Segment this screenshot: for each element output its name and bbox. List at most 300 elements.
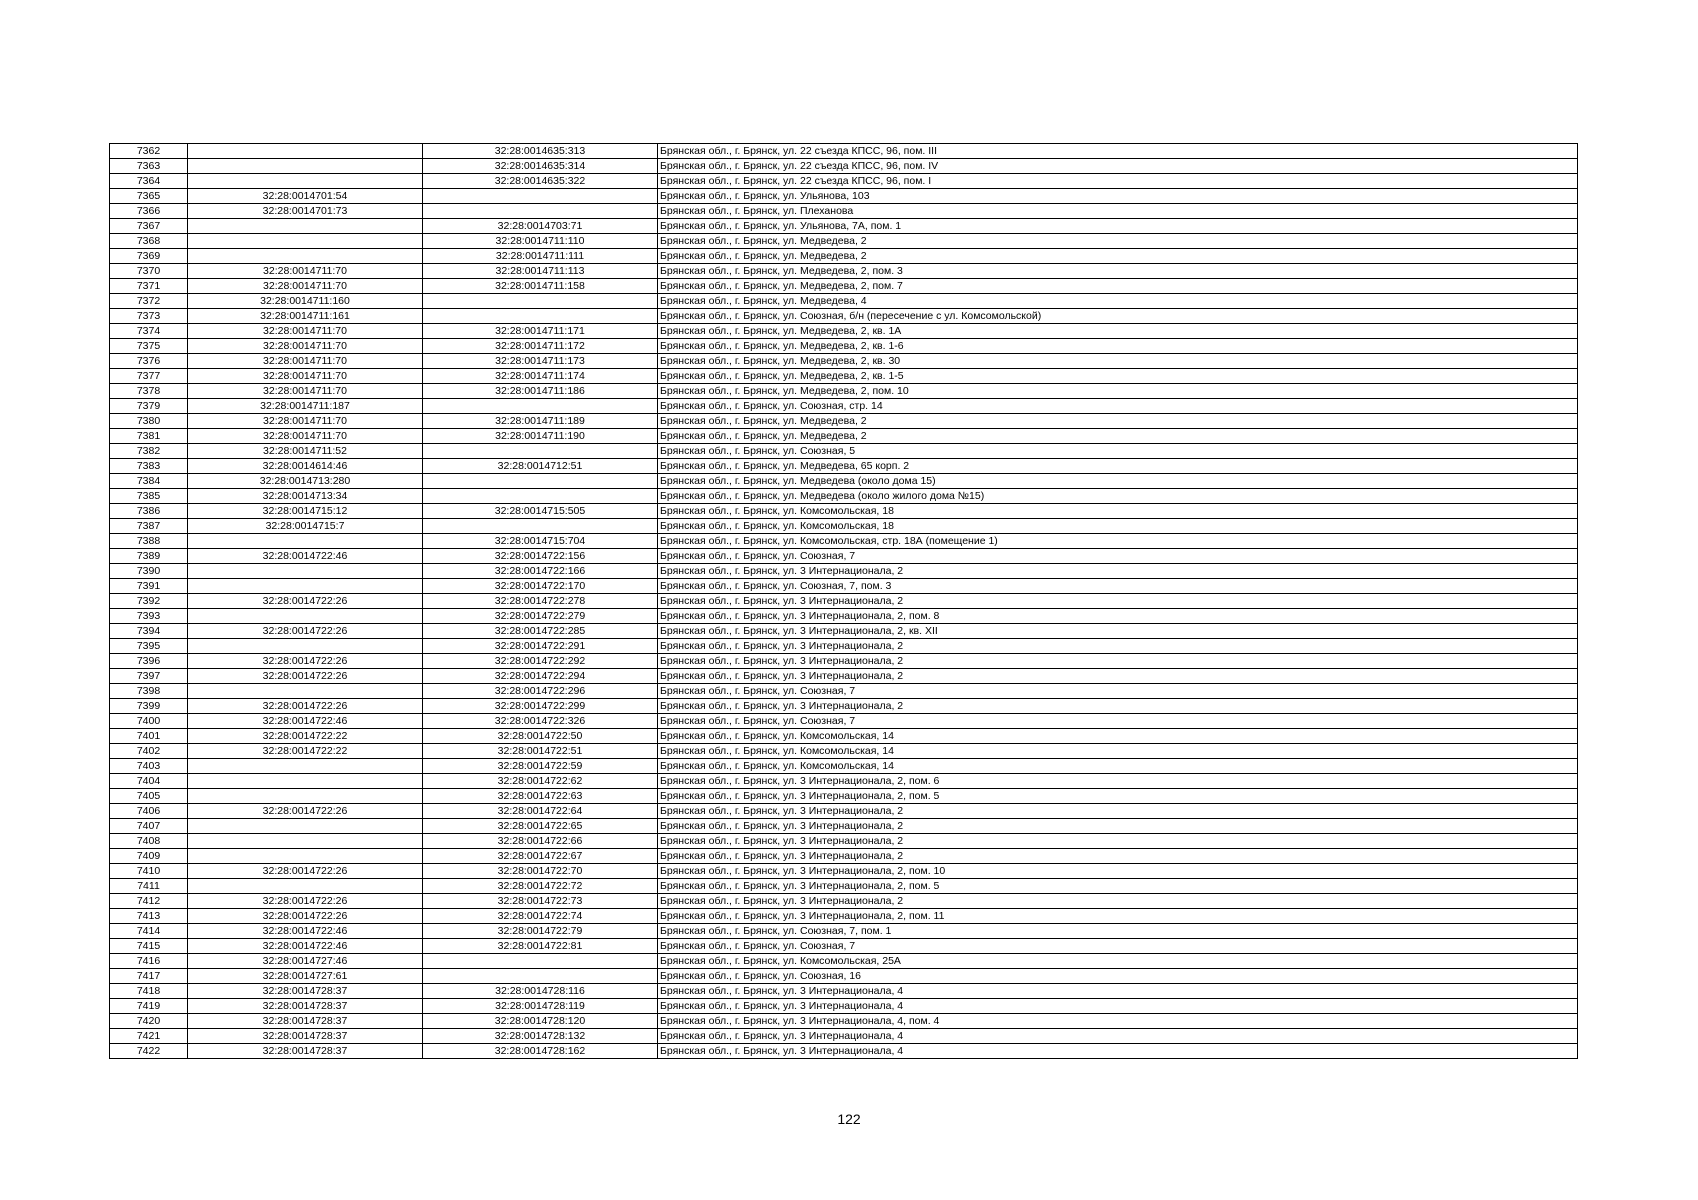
address-cell: Брянская обл., г. Брянск, ул. Медведева, 2	[658, 429, 1578, 444]
object-cadastral-number-cell: 32:28:0014722:74	[423, 909, 658, 924]
object-cadastral-number-cell: 32:28:0014711:172	[423, 339, 658, 354]
land-cadastral-number-cell: 32:28:0014713:280	[188, 474, 423, 489]
row-number-cell: 7386	[110, 504, 188, 519]
row-number-cell: 7400	[110, 714, 188, 729]
address-cell: Брянская обл., г. Брянск, ул. 3 Интернационала, 2, пом. 10	[658, 864, 1578, 879]
land-cadastral-number-cell: 32:28:0014727:61	[188, 969, 423, 984]
row-number-cell: 7392	[110, 594, 188, 609]
address-cell: Брянская обл., г. Брянск, ул. 3 Интернационала, 2	[658, 639, 1578, 654]
table-row	[110, 1044, 1578, 1059]
table-row	[110, 624, 1578, 639]
land-cadastral-number-cell: 32:28:0014722:46	[188, 549, 423, 564]
table-row	[110, 774, 1578, 789]
object-cadastral-number-cell: 32:28:0014722:59	[423, 759, 658, 774]
land-cadastral-number-cell	[188, 684, 423, 699]
table-row	[110, 219, 1578, 234]
object-cadastral-number-cell: 32:28:0014728:132	[423, 1029, 658, 1044]
table-row	[110, 474, 1578, 489]
row-number-cell: 7409	[110, 849, 188, 864]
row-number-cell: 7416	[110, 954, 188, 969]
row-number-cell: 7378	[110, 384, 188, 399]
land-cadastral-number-cell: 32:28:0014722:22	[188, 744, 423, 759]
land-cadastral-number-cell: 32:28:0014711:160	[188, 294, 423, 309]
address-cell: Брянская обл., г. Брянск, ул. 3 Интернационала, 2, пом. 8	[658, 609, 1578, 624]
object-cadastral-number-cell	[423, 189, 658, 204]
table-row	[110, 459, 1578, 474]
object-cadastral-number-cell: 32:28:0014722:170	[423, 579, 658, 594]
address-cell: Брянская обл., г. Брянск, ул. Медведева, 2	[658, 414, 1578, 429]
address-cell: Брянская обл., г. Брянск, ул. Медведева, 65 корп. 2	[658, 459, 1578, 474]
address-cell: Брянская обл., г. Брянск, ул. 3 Интернационала, 2	[658, 894, 1578, 909]
address-cell: Брянская обл., г. Брянск, ул. Медведева, 2	[658, 234, 1578, 249]
table-row	[110, 564, 1578, 579]
table-row	[110, 819, 1578, 834]
row-number-cell: 7417	[110, 969, 188, 984]
land-cadastral-number-cell	[188, 579, 423, 594]
address-cell: Брянская обл., г. Брянск, ул. Медведева (около жилого дома №15)	[658, 489, 1578, 504]
land-cadastral-number-cell: 32:28:0014722:26	[188, 909, 423, 924]
object-cadastral-number-cell: 32:28:0014722:51	[423, 744, 658, 759]
address-cell: Брянская обл., г. Брянск, ул. 3 Интернационала, 2, пом. 11	[658, 909, 1578, 924]
land-cadastral-number-cell: 32:28:0014711:161	[188, 309, 423, 324]
address-cell: Брянская обл., г. Брянск, ул. 3 Интернационала, 4	[658, 999, 1578, 1014]
address-cell: Брянская обл., г. Брянск, ул. Медведева (около дома 15)	[658, 474, 1578, 489]
object-cadastral-number-cell	[423, 969, 658, 984]
object-cadastral-number-cell: 32:28:0014722:292	[423, 654, 658, 669]
table-row	[110, 369, 1578, 384]
object-cadastral-number-cell: 32:28:0014722:278	[423, 594, 658, 609]
address-cell: Брянская обл., г. Брянск, ул. Медведева, 2, кв. 1-6	[658, 339, 1578, 354]
row-number-cell: 7408	[110, 834, 188, 849]
object-cadastral-number-cell: 32:28:0014728:162	[423, 1044, 658, 1059]
object-cadastral-number-cell: 32:28:0014722:67	[423, 849, 658, 864]
address-cell: Брянская обл., г. Брянск, ул. Союзная, 7	[658, 714, 1578, 729]
object-cadastral-number-cell: 32:28:0014722:66	[423, 834, 658, 849]
row-number-cell: 7362	[110, 144, 188, 159]
object-cadastral-number-cell: 32:28:0014711:190	[423, 429, 658, 444]
row-number-cell: 7389	[110, 549, 188, 564]
object-cadastral-number-cell: 32:28:0014722:279	[423, 609, 658, 624]
object-cadastral-number-cell: 32:28:0014703:71	[423, 219, 658, 234]
row-number-cell: 7377	[110, 369, 188, 384]
land-cadastral-number-cell: 32:28:0014722:26	[188, 624, 423, 639]
table-body	[110, 144, 1578, 1059]
row-number-cell: 7422	[110, 1044, 188, 1059]
row-number-cell: 7401	[110, 729, 188, 744]
row-number-cell: 7375	[110, 339, 188, 354]
row-number-cell: 7369	[110, 249, 188, 264]
table-row	[110, 234, 1578, 249]
object-cadastral-number-cell: 32:28:0014711:171	[423, 324, 658, 339]
address-cell: Брянская обл., г. Брянск, ул. 22 съезда КПСС, 96, пом. I	[658, 174, 1578, 189]
land-cadastral-number-cell: 32:28:0014727:46	[188, 954, 423, 969]
row-number-cell: 7365	[110, 189, 188, 204]
table-row	[110, 519, 1578, 534]
address-cell: Брянская обл., г. Брянск, ул. 3 Интернационала, 2	[658, 669, 1578, 684]
address-cell: Брянская обл., г. Брянск, ул. Комсомольская, 14	[658, 759, 1578, 774]
table-row	[110, 294, 1578, 309]
table-row	[110, 354, 1578, 369]
object-cadastral-number-cell	[423, 294, 658, 309]
address-cell: Брянская обл., г. Брянск, ул. Союзная, 7	[658, 939, 1578, 954]
object-cadastral-number-cell: 32:28:0014711:158	[423, 279, 658, 294]
object-cadastral-number-cell: 32:28:0014728:116	[423, 984, 658, 999]
land-cadastral-number-cell	[188, 234, 423, 249]
land-cadastral-number-cell: 32:28:0014711:70	[188, 324, 423, 339]
row-number-cell: 7380	[110, 414, 188, 429]
table-row	[110, 144, 1578, 159]
row-number-cell: 7387	[110, 519, 188, 534]
row-number-cell: 7363	[110, 159, 188, 174]
object-cadastral-number-cell: 32:28:0014711:113	[423, 264, 658, 279]
address-cell: Брянская обл., г. Брянск, ул. 3 Интернационала, 2, пом. 5	[658, 789, 1578, 804]
row-number-cell: 7381	[110, 429, 188, 444]
address-cell: Брянская обл., г. Брянск, ул. Медведева, 2, кв. 1-5	[658, 369, 1578, 384]
land-cadastral-number-cell: 32:28:0014728:37	[188, 1044, 423, 1059]
row-number-cell: 7407	[110, 819, 188, 834]
row-number-cell: 7383	[110, 459, 188, 474]
table-row	[110, 789, 1578, 804]
land-cadastral-number-cell: 32:28:0014722:26	[188, 864, 423, 879]
row-number-cell: 7405	[110, 789, 188, 804]
address-cell: Брянская обл., г. Брянск, ул. Союзная, б/н (пересечение с ул. Комсомольской)	[658, 309, 1578, 324]
address-cell: Брянская обл., г. Брянск, ул. Ульянова, 7А, пом. 1	[658, 219, 1578, 234]
row-number-cell: 7419	[110, 999, 188, 1014]
land-cadastral-number-cell: 32:28:0014722:46	[188, 714, 423, 729]
object-cadastral-number-cell	[423, 474, 658, 489]
table-row	[110, 999, 1578, 1014]
table-row	[110, 1029, 1578, 1044]
address-cell: Брянская обл., г. Брянск, ул. 3 Интернационала, 2	[658, 594, 1578, 609]
land-cadastral-number-cell: 32:28:0014715:7	[188, 519, 423, 534]
row-number-cell: 7370	[110, 264, 188, 279]
table-row	[110, 579, 1578, 594]
table-row	[110, 699, 1578, 714]
object-cadastral-number-cell: 32:28:0014635:314	[423, 159, 658, 174]
land-cadastral-number-cell	[188, 819, 423, 834]
land-cadastral-number-cell	[188, 144, 423, 159]
object-cadastral-number-cell: 32:28:0014711:186	[423, 384, 658, 399]
land-cadastral-number-cell: 32:28:0014722:26	[188, 669, 423, 684]
object-cadastral-number-cell: 32:28:0014715:704	[423, 534, 658, 549]
row-number-cell: 7399	[110, 699, 188, 714]
table-row	[110, 984, 1578, 999]
table-row	[110, 744, 1578, 759]
address-cell: Брянская обл., г. Брянск, ул. 22 съезда КПСС, 96, пом. III	[658, 144, 1578, 159]
address-cell: Брянская обл., г. Брянск, ул. Плеханова	[658, 204, 1578, 219]
object-cadastral-number-cell: 32:28:0014722:50	[423, 729, 658, 744]
table-row	[110, 414, 1578, 429]
row-number-cell: 7382	[110, 444, 188, 459]
table-row	[110, 729, 1578, 744]
table-row	[110, 939, 1578, 954]
land-cadastral-number-cell	[188, 639, 423, 654]
row-number-cell: 7390	[110, 564, 188, 579]
table-row	[110, 399, 1578, 414]
address-cell: Брянская обл., г. Брянск, ул. Комсомольская, 14	[658, 729, 1578, 744]
row-number-cell: 7421	[110, 1029, 188, 1044]
land-cadastral-number-cell: 32:28:0014715:12	[188, 504, 423, 519]
address-cell: Брянская обл., г. Брянск, ул. Союзная, 7	[658, 684, 1578, 699]
row-number-cell: 7403	[110, 759, 188, 774]
page-number: 122	[837, 1111, 861, 1127]
table-row	[110, 969, 1578, 984]
object-cadastral-number-cell: 32:28:0014711:173	[423, 354, 658, 369]
table-row	[110, 429, 1578, 444]
object-cadastral-number-cell: 32:28:0014722:326	[423, 714, 658, 729]
land-cadastral-number-cell: 32:28:0014701:54	[188, 189, 423, 204]
row-number-cell: 7373	[110, 309, 188, 324]
table-row	[110, 924, 1578, 939]
object-cadastral-number-cell	[423, 489, 658, 504]
address-cell: Брянская обл., г. Брянск, ул. Комсомольская, стр. 18А (помещение 1)	[658, 534, 1578, 549]
table-row	[110, 759, 1578, 774]
land-cadastral-number-cell	[188, 564, 423, 579]
table-row	[110, 879, 1578, 894]
table-row	[110, 489, 1578, 504]
object-cadastral-number-cell: 32:28:0014722:285	[423, 624, 658, 639]
table-row	[110, 609, 1578, 624]
row-number-cell: 7395	[110, 639, 188, 654]
object-cadastral-number-cell: 32:28:0014711:110	[423, 234, 658, 249]
row-number-cell: 7420	[110, 1014, 188, 1029]
row-number-cell: 7367	[110, 219, 188, 234]
row-number-cell: 7411	[110, 879, 188, 894]
address-cell: Брянская обл., г. Брянск, ул. 3 Интернационала, 2, кв. XII	[658, 624, 1578, 639]
land-cadastral-number-cell: 32:28:0014722:22	[188, 729, 423, 744]
table-row	[110, 189, 1578, 204]
object-cadastral-number-cell: 32:28:0014728:120	[423, 1014, 658, 1029]
object-cadastral-number-cell: 32:28:0014722:296	[423, 684, 658, 699]
object-cadastral-number-cell: 32:28:0014722:156	[423, 549, 658, 564]
table-row	[110, 384, 1578, 399]
land-cadastral-number-cell: 32:28:0014711:70	[188, 354, 423, 369]
row-number-cell: 7393	[110, 609, 188, 624]
land-cadastral-number-cell: 32:28:0014713:34	[188, 489, 423, 504]
address-cell: Брянская обл., г. Брянск, ул. 3 Интернационала, 2	[658, 849, 1578, 864]
object-cadastral-number-cell: 32:28:0014722:166	[423, 564, 658, 579]
table-row	[110, 849, 1578, 864]
land-cadastral-number-cell	[188, 219, 423, 234]
address-cell: Брянская обл., г. Брянск, ул. 3 Интернационала, 2	[658, 654, 1578, 669]
address-cell: Брянская обл., г. Брянск, ул. 3 Интернационала, 2	[658, 699, 1578, 714]
row-number-cell: 7368	[110, 234, 188, 249]
table-row	[110, 174, 1578, 189]
table-row	[110, 954, 1578, 969]
table-row	[110, 549, 1578, 564]
table-row	[110, 654, 1578, 669]
land-cadastral-number-cell	[188, 879, 423, 894]
table-row	[110, 534, 1578, 549]
row-number-cell: 7376	[110, 354, 188, 369]
address-cell: Брянская обл., г. Брянск, ул. 22 съезда КПСС, 96, пом. IV	[658, 159, 1578, 174]
object-cadastral-number-cell: 32:28:0014711:174	[423, 369, 658, 384]
table-row	[110, 909, 1578, 924]
row-number-cell: 7372	[110, 294, 188, 309]
land-cadastral-number-cell	[188, 174, 423, 189]
address-cell: Брянская обл., г. Брянск, ул. Медведева, 2, пом. 7	[658, 279, 1578, 294]
object-cadastral-number-cell: 32:28:0014635:313	[423, 144, 658, 159]
row-number-cell: 7404	[110, 774, 188, 789]
table-row	[110, 834, 1578, 849]
address-cell: Брянская обл., г. Брянск, ул. Комсомольская, 18	[658, 504, 1578, 519]
table-row	[110, 894, 1578, 909]
land-cadastral-number-cell: 32:28:0014722:46	[188, 939, 423, 954]
address-cell: Брянская обл., г. Брянск, ул. 3 Интернационала, 4	[658, 1044, 1578, 1059]
table-row	[110, 804, 1578, 819]
address-cell: Брянская обл., г. Брянск, ул. Медведева, 2	[658, 249, 1578, 264]
land-cadastral-number-cell: 32:28:0014728:37	[188, 1014, 423, 1029]
table-row	[110, 324, 1578, 339]
object-cadastral-number-cell: 32:28:0014722:291	[423, 639, 658, 654]
address-cell: Брянская обл., г. Брянск, ул. 3 Интернационала, 4	[658, 984, 1578, 999]
address-cell: Брянская обл., г. Брянск, ул. Медведева, 2, пом. 3	[658, 264, 1578, 279]
land-cadastral-number-cell: 32:28:0014722:26	[188, 594, 423, 609]
row-number-cell: 7364	[110, 174, 188, 189]
address-cell: Брянская обл., г. Брянск, ул. 3 Интернационала, 2, пом. 5	[658, 879, 1578, 894]
land-cadastral-number-cell	[188, 609, 423, 624]
row-number-cell: 7379	[110, 399, 188, 414]
land-cadastral-number-cell: 32:28:0014711:70	[188, 339, 423, 354]
address-cell: Брянская обл., г. Брянск, ул. Медведева, 2, пом. 10	[658, 384, 1578, 399]
land-cadastral-number-cell: 32:28:0014711:70	[188, 414, 423, 429]
object-cadastral-number-cell: 32:28:0014722:81	[423, 939, 658, 954]
land-cadastral-number-cell: 32:28:0014711:70	[188, 429, 423, 444]
land-cadastral-number-cell: 32:28:0014711:70	[188, 264, 423, 279]
table-row	[110, 684, 1578, 699]
address-cell: Брянская обл., г. Брянск, ул. Комсомольская, 14	[658, 744, 1578, 759]
table-row	[110, 864, 1578, 879]
table-row	[110, 669, 1578, 684]
object-cadastral-number-cell	[423, 204, 658, 219]
land-cadastral-number-cell: 32:28:0014722:26	[188, 654, 423, 669]
object-cadastral-number-cell: 32:28:0014722:63	[423, 789, 658, 804]
table-row	[110, 159, 1578, 174]
row-number-cell: 7384	[110, 474, 188, 489]
table-row	[110, 594, 1578, 609]
address-cell: Брянская обл., г. Брянск, ул. 3 Интернационала, 2	[658, 804, 1578, 819]
address-cell: Брянская обл., г. Брянск, ул. Медведева, 2, кв. 30	[658, 354, 1578, 369]
land-cadastral-number-cell	[188, 789, 423, 804]
object-cadastral-number-cell: 32:28:0014712:51	[423, 459, 658, 474]
land-cadastral-number-cell: 32:28:0014711:187	[188, 399, 423, 414]
row-number-cell: 7415	[110, 939, 188, 954]
land-cadastral-number-cell: 32:28:0014728:37	[188, 984, 423, 999]
row-number-cell: 7406	[110, 804, 188, 819]
land-cadastral-number-cell: 32:28:0014722:26	[188, 699, 423, 714]
row-number-cell: 7374	[110, 324, 188, 339]
object-cadastral-number-cell	[423, 444, 658, 459]
object-cadastral-number-cell: 32:28:0014722:62	[423, 774, 658, 789]
address-cell: Брянская обл., г. Брянск, ул. 3 Интернационала, 2	[658, 564, 1578, 579]
row-number-cell: 7385	[110, 489, 188, 504]
land-cadastral-number-cell: 32:28:0014614:46	[188, 459, 423, 474]
object-cadastral-number-cell: 32:28:0014722:70	[423, 864, 658, 879]
land-cadastral-number-cell	[188, 759, 423, 774]
object-cadastral-number-cell: 32:28:0014722:73	[423, 894, 658, 909]
row-number-cell: 7366	[110, 204, 188, 219]
land-cadastral-number-cell: 32:28:0014728:37	[188, 999, 423, 1014]
object-cadastral-number-cell: 32:28:0014711:111	[423, 249, 658, 264]
row-number-cell: 7397	[110, 669, 188, 684]
land-cadastral-number-cell	[188, 534, 423, 549]
address-cell: Брянская обл., г. Брянск, ул. 3 Интернационала, 4	[658, 1029, 1578, 1044]
address-cell: Брянская обл., г. Брянск, ул. 3 Интернационала, 2	[658, 819, 1578, 834]
object-cadastral-number-cell: 32:28:0014635:322	[423, 174, 658, 189]
row-number-cell: 7413	[110, 909, 188, 924]
land-cadastral-number-cell	[188, 249, 423, 264]
land-cadastral-number-cell: 32:28:0014728:37	[188, 1029, 423, 1044]
land-cadastral-number-cell: 32:28:0014711:70	[188, 384, 423, 399]
table-row	[110, 249, 1578, 264]
table-row	[110, 714, 1578, 729]
object-cadastral-number-cell: 32:28:0014722:64	[423, 804, 658, 819]
land-cadastral-number-cell	[188, 834, 423, 849]
table-row	[110, 504, 1578, 519]
land-cadastral-number-cell	[188, 159, 423, 174]
address-cell: Брянская обл., г. Брянск, ул. Комсомольская, 25А	[658, 954, 1578, 969]
address-cell: Брянская обл., г. Брянск, ул. 3 Интернационала, 4, пом. 4	[658, 1014, 1578, 1029]
address-cell: Брянская обл., г. Брянск, ул. Союзная, 5	[658, 444, 1578, 459]
row-number-cell: 7414	[110, 924, 188, 939]
row-number-cell: 7391	[110, 579, 188, 594]
table-row	[110, 204, 1578, 219]
row-number-cell: 7396	[110, 654, 188, 669]
row-number-cell: 7388	[110, 534, 188, 549]
address-cell: Брянская обл., г. Брянск, ул. Союзная, стр. 14	[658, 399, 1578, 414]
land-cadastral-number-cell	[188, 774, 423, 789]
address-cell: Брянская обл., г. Брянск, ул. Комсомольская, 18	[658, 519, 1578, 534]
registry-table	[109, 143, 1578, 1059]
object-cadastral-number-cell: 32:28:0014728:119	[423, 999, 658, 1014]
row-number-cell: 7412	[110, 894, 188, 909]
land-cadastral-number-cell: 32:28:0014701:73	[188, 204, 423, 219]
table-row	[110, 639, 1578, 654]
table-row	[110, 309, 1578, 324]
land-cadastral-number-cell: 32:28:0014711:70	[188, 369, 423, 384]
land-cadastral-number-cell: 32:28:0014722:26	[188, 804, 423, 819]
address-cell: Брянская обл., г. Брянск, ул. Ульянова, 103	[658, 189, 1578, 204]
address-cell: Брянская обл., г. Брянск, ул. 3 Интернационала, 2, пом. 6	[658, 774, 1578, 789]
land-cadastral-number-cell	[188, 849, 423, 864]
address-cell: Брянская обл., г. Брянск, ул. Союзная, 7, пом. 3	[658, 579, 1578, 594]
object-cadastral-number-cell	[423, 309, 658, 324]
row-number-cell: 7410	[110, 864, 188, 879]
land-cadastral-number-cell: 32:28:0014711:52	[188, 444, 423, 459]
object-cadastral-number-cell: 32:28:0014722:294	[423, 669, 658, 684]
object-cadastral-number-cell: 32:28:0014722:79	[423, 924, 658, 939]
address-cell: Брянская обл., г. Брянск, ул. Союзная, 7	[658, 549, 1578, 564]
address-cell: Брянская обл., г. Брянск, ул. Союзная, 16	[658, 969, 1578, 984]
row-number-cell: 7402	[110, 744, 188, 759]
object-cadastral-number-cell	[423, 954, 658, 969]
object-cadastral-number-cell	[423, 399, 658, 414]
row-number-cell: 7398	[110, 684, 188, 699]
table-row	[110, 339, 1578, 354]
land-cadastral-number-cell: 32:28:0014722:46	[188, 924, 423, 939]
address-cell: Брянская обл., г. Брянск, ул. 3 Интернационала, 2	[658, 834, 1578, 849]
land-cadastral-number-cell: 32:28:0014711:70	[188, 279, 423, 294]
table-row	[110, 444, 1578, 459]
object-cadastral-number-cell	[423, 519, 658, 534]
row-number-cell: 7418	[110, 984, 188, 999]
address-cell: Брянская обл., г. Брянск, ул. Медведева, 4	[658, 294, 1578, 309]
address-cell: Брянская обл., г. Брянск, ул. Медведева, 2, кв. 1А	[658, 324, 1578, 339]
object-cadastral-number-cell: 32:28:0014715:505	[423, 504, 658, 519]
table-row	[110, 264, 1578, 279]
table-row	[110, 1014, 1578, 1029]
object-cadastral-number-cell: 32:28:0014722:299	[423, 699, 658, 714]
